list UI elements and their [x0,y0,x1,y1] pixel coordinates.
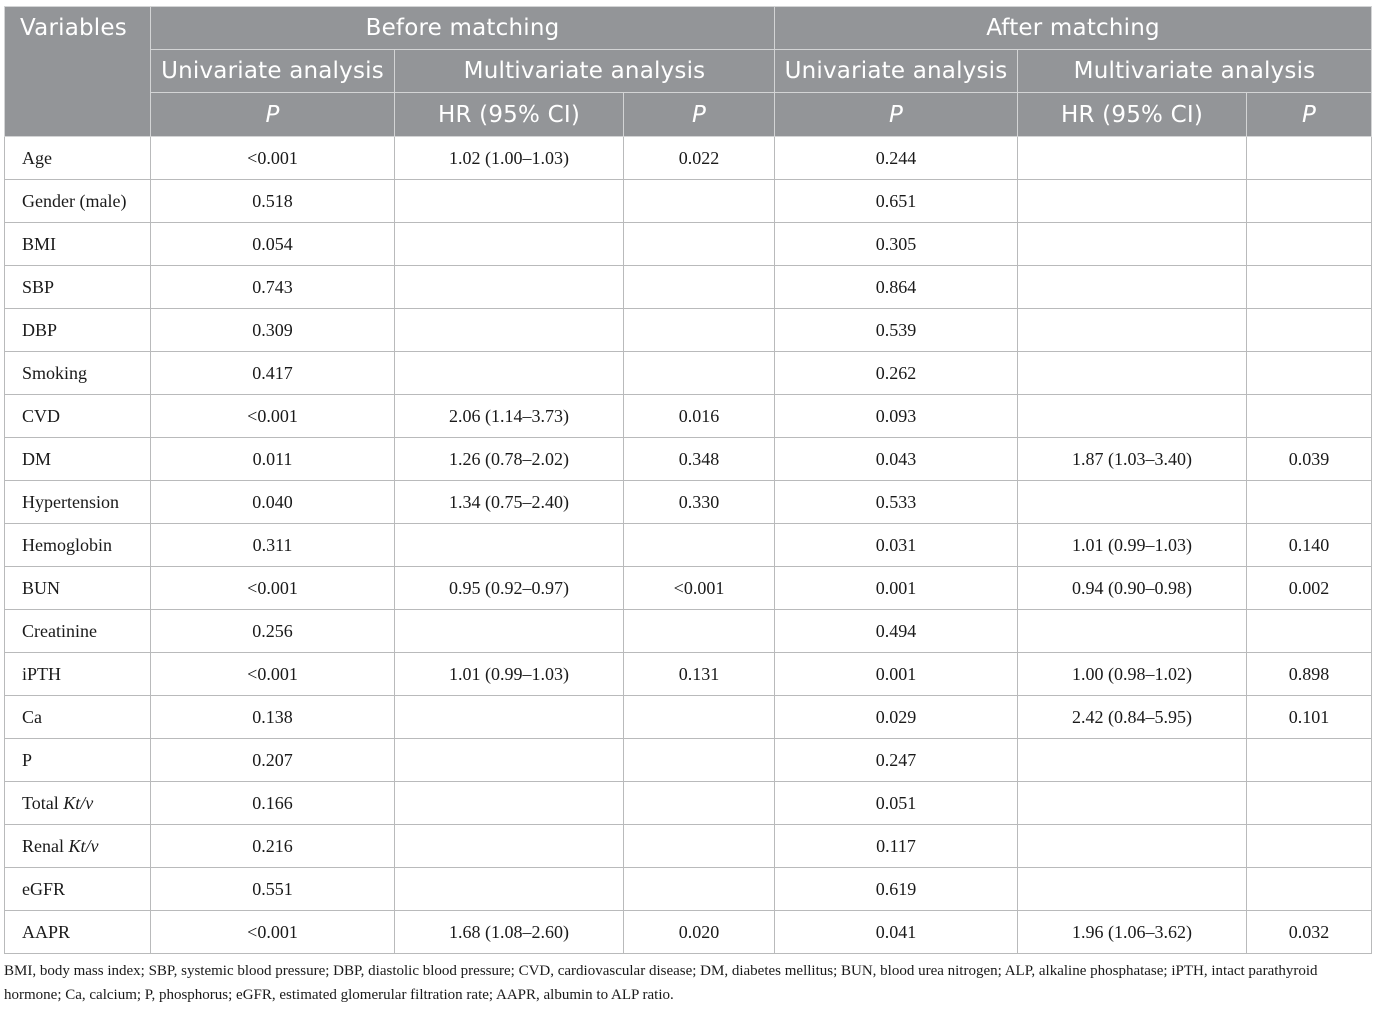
variable-name: Hemoglobin [22,534,112,555]
after-univariate-p-cell: 0.001 [775,653,1018,696]
variable-name: iPTH [22,663,62,684]
variable-name: Ca [22,706,42,727]
table-row [5,223,1372,266]
before-univariate-p-cell: 0.311 [151,524,395,567]
variable-name-cell [5,309,151,352]
before-hr-cell [395,223,624,266]
table-row [5,309,1372,352]
results-table-container [4,6,1371,954]
header-variables: Variables [5,7,151,137]
before-univariate-p-cell: 0.417 [151,352,395,395]
after-hr-cell: 1.00 (0.98–1.02) [1018,653,1247,696]
after-univariate-p-cell: 0.029 [775,696,1018,739]
after-univariate-p-cell: 0.117 [775,825,1018,868]
after-multivariate-p-cell [1247,868,1372,911]
after-hr-cell [1018,137,1247,180]
before-multivariate-p-cell [624,524,775,567]
before-univariate-p-cell: 0.551 [151,868,395,911]
variable-name: Smoking [22,362,88,383]
after-multivariate-p-cell [1247,266,1372,309]
after-univariate-p-cell: 0.001 [775,567,1018,610]
header-after-uni-p: P [775,93,1018,137]
after-univariate-p-cell: 0.093 [775,395,1018,438]
before-univariate-p-cell: <0.001 [151,395,395,438]
before-multivariate-p-cell: 0.330 [624,481,775,524]
after-multivariate-p-cell [1247,180,1372,223]
header-after-multivariate: Multivariate analysis [1018,50,1372,93]
before-univariate-p-cell: 0.309 [151,309,395,352]
before-univariate-p-cell: 0.040 [151,481,395,524]
variable-name-cell [5,524,151,567]
variable-name-cell [5,567,151,610]
variable-name-cell [5,266,151,309]
after-univariate-p-cell: 0.031 [775,524,1018,567]
after-hr-cell [1018,352,1247,395]
table-row [5,696,1372,739]
after-hr-cell [1018,481,1247,524]
after-multivariate-p-cell: 0.898 [1247,653,1372,696]
table-footnote: BMI, body mass index; SBP, systemic blood pressure; DBP, diastolic blood pressure; CVD, cardiovascular disease; DM, diabetes mellitus; BUN, blood urea nitrogen; ALP, alkaline phosphatase; iPTH, intact parathyroid hormone; Ca, calcium; P, phosphorus; eGFR, estimated glomerular filtration rate; AAPR, albumin to ALP ratio. [4,963,1318,1003]
variable-name-cell [5,610,151,653]
before-hr-cell [395,696,624,739]
variable-name: DBP [22,319,58,340]
before-univariate-p-cell: <0.001 [151,567,395,610]
before-multivariate-p-cell: 0.022 [624,137,775,180]
variable-name-cell [5,653,151,696]
after-univariate-p-cell: 0.051 [775,782,1018,825]
table-row [5,825,1372,868]
after-hr-cell [1018,739,1247,782]
after-univariate-p-cell: 0.262 [775,352,1018,395]
after-univariate-p-cell: 0.619 [775,868,1018,911]
variable-name: Total [22,792,64,813]
after-hr-cell [1018,395,1247,438]
before-hr-cell: 1.01 (0.99–1.03) [395,653,624,696]
table-row [5,911,1372,954]
variable-name-cell [5,438,151,481]
variable-name: P [22,749,33,770]
header-before-univariate: Univariate analysis [151,50,395,93]
before-univariate-p-cell: 0.011 [151,438,395,481]
before-univariate-p-cell: <0.001 [151,137,395,180]
table-row [5,567,1372,610]
after-univariate-p-cell: 0.494 [775,610,1018,653]
table-header [5,7,1372,137]
before-multivariate-p-cell [624,825,775,868]
before-univariate-p-cell: 0.518 [151,180,395,223]
after-univariate-p-cell: 0.533 [775,481,1018,524]
after-hr-cell [1018,868,1247,911]
variable-name-cell [5,137,151,180]
table-row [5,610,1372,653]
variable-name: eGFR [22,878,66,899]
header-after-matching: After matching [775,7,1372,50]
table-row [5,438,1372,481]
after-multivariate-p-cell [1247,481,1372,524]
before-multivariate-p-cell [624,223,775,266]
variable-name-cell [5,352,151,395]
before-hr-cell: 1.02 (1.00–1.03) [395,137,624,180]
variable-name-cell [5,180,151,223]
before-multivariate-p-cell [624,610,775,653]
table-row [5,352,1372,395]
variable-name: Age [22,147,52,168]
before-univariate-p-cell: 0.166 [151,782,395,825]
variable-name: DM [22,448,52,469]
variable-name: BUN [22,577,61,598]
after-multivariate-p-cell [1247,352,1372,395]
after-univariate-p-cell: 0.247 [775,739,1018,782]
before-hr-cell [395,309,624,352]
table-body [5,137,1372,954]
after-hr-cell: 0.94 (0.90–0.98) [1018,567,1247,610]
after-hr-cell: 1.01 (0.99–1.03) [1018,524,1247,567]
before-univariate-p-cell: 0.054 [151,223,395,266]
header-before-multivariate: Multivariate analysis [395,50,775,93]
after-multivariate-p-cell: 0.140 [1247,524,1372,567]
after-hr-cell: 1.87 (1.03–3.40) [1018,438,1247,481]
before-univariate-p-cell: 0.256 [151,610,395,653]
before-hr-cell [395,180,624,223]
table-row [5,137,1372,180]
after-multivariate-p-cell [1247,223,1372,266]
before-hr-cell: 1.26 (0.78–2.02) [395,438,624,481]
header-before-multi-p: P [624,93,775,137]
variable-name-cell [5,223,151,266]
header-before-hr: HR (95% CI) [395,93,624,137]
before-hr-cell [395,782,624,825]
after-hr-cell [1018,782,1247,825]
header-before-matching: Before matching [151,7,775,50]
before-hr-cell [395,610,624,653]
before-univariate-p-cell: 0.138 [151,696,395,739]
after-multivariate-p-cell [1247,395,1372,438]
variable-name: Renal [22,835,69,856]
results-table [4,6,1372,954]
variable-name-cell [5,825,151,868]
after-hr-cell: 1.96 (1.06–3.62) [1018,911,1247,954]
after-multivariate-p-cell [1247,137,1372,180]
after-hr-cell [1018,180,1247,223]
variable-name-cell [5,481,151,524]
header-after-multi-p: P [1247,93,1372,137]
after-hr-cell: 2.42 (0.84–5.95) [1018,696,1247,739]
before-multivariate-p-cell [624,180,775,223]
before-hr-cell: 0.95 (0.92–0.97) [395,567,624,610]
table-row [5,180,1372,223]
variable-name: Creatinine [22,620,97,641]
after-univariate-p-cell: 0.305 [775,223,1018,266]
before-hr-cell [395,352,624,395]
header-before-uni-p: P [151,93,395,137]
after-univariate-p-cell: 0.041 [775,911,1018,954]
after-hr-cell [1018,223,1247,266]
before-hr-cell [395,524,624,567]
before-hr-cell: 2.06 (1.14–3.73) [395,395,624,438]
after-univariate-p-cell: 0.864 [775,266,1018,309]
before-multivariate-p-cell: 0.131 [624,653,775,696]
after-multivariate-p-cell: 0.002 [1247,567,1372,610]
variable-name-italic: Kt/v [68,835,99,856]
before-hr-cell: 1.34 (0.75–2.40) [395,481,624,524]
before-univariate-p-cell: 0.207 [151,739,395,782]
before-hr-cell: 1.68 (1.08–2.60) [395,911,624,954]
variable-name-cell [5,395,151,438]
after-univariate-p-cell: 0.244 [775,137,1018,180]
before-univariate-p-cell: <0.001 [151,653,395,696]
after-univariate-p-cell: 0.539 [775,309,1018,352]
before-hr-cell [395,868,624,911]
before-univariate-p-cell: <0.001 [151,911,395,954]
before-univariate-p-cell: 0.216 [151,825,395,868]
after-hr-cell [1018,266,1247,309]
table-row [5,739,1372,782]
after-hr-cell [1018,825,1247,868]
after-multivariate-p-cell: 0.032 [1247,911,1372,954]
header-after-univariate: Univariate analysis [775,50,1018,93]
table-row [5,395,1372,438]
after-multivariate-p-cell [1247,739,1372,782]
before-hr-cell [395,739,624,782]
after-multivariate-p-cell [1247,309,1372,352]
after-multivariate-p-cell: 0.039 [1247,438,1372,481]
variable-name: SBP [22,276,55,297]
table-row [5,653,1372,696]
variable-name-cell [5,868,151,911]
variable-name: AAPR [22,921,71,942]
table-row [5,524,1372,567]
after-multivariate-p-cell [1247,610,1372,653]
variable-name-italic: Kt/v [63,792,94,813]
before-multivariate-p-cell [624,266,775,309]
before-multivariate-p-cell [624,739,775,782]
before-multivariate-p-cell [624,868,775,911]
after-hr-cell [1018,309,1247,352]
table-row [5,868,1372,911]
before-multivariate-p-cell [624,352,775,395]
after-univariate-p-cell: 0.651 [775,180,1018,223]
variable-name-cell [5,696,151,739]
after-multivariate-p-cell: 0.101 [1247,696,1372,739]
variable-name-cell [5,739,151,782]
after-multivariate-p-cell [1247,782,1372,825]
table-row [5,782,1372,825]
before-univariate-p-cell: 0.743 [151,266,395,309]
variable-name-cell [5,782,151,825]
variable-name: Hypertension [22,491,119,512]
variable-name-cell [5,911,151,954]
table-row [5,266,1372,309]
before-multivariate-p-cell [624,696,775,739]
before-multivariate-p-cell [624,309,775,352]
before-multivariate-p-cell: 0.348 [624,438,775,481]
before-multivariate-p-cell [624,782,775,825]
variable-name: BMI [22,233,57,254]
before-hr-cell [395,266,624,309]
before-multivariate-p-cell: 0.016 [624,395,775,438]
header-after-hr: HR (95% CI) [1018,93,1247,137]
before-hr-cell [395,825,624,868]
variable-name: CVD [22,405,61,426]
before-multivariate-p-cell: 0.020 [624,911,775,954]
after-hr-cell [1018,610,1247,653]
table-row [5,481,1372,524]
after-univariate-p-cell: 0.043 [775,438,1018,481]
after-multivariate-p-cell [1247,825,1372,868]
before-multivariate-p-cell: <0.001 [624,567,775,610]
variable-name: Gender (male) [22,190,127,211]
